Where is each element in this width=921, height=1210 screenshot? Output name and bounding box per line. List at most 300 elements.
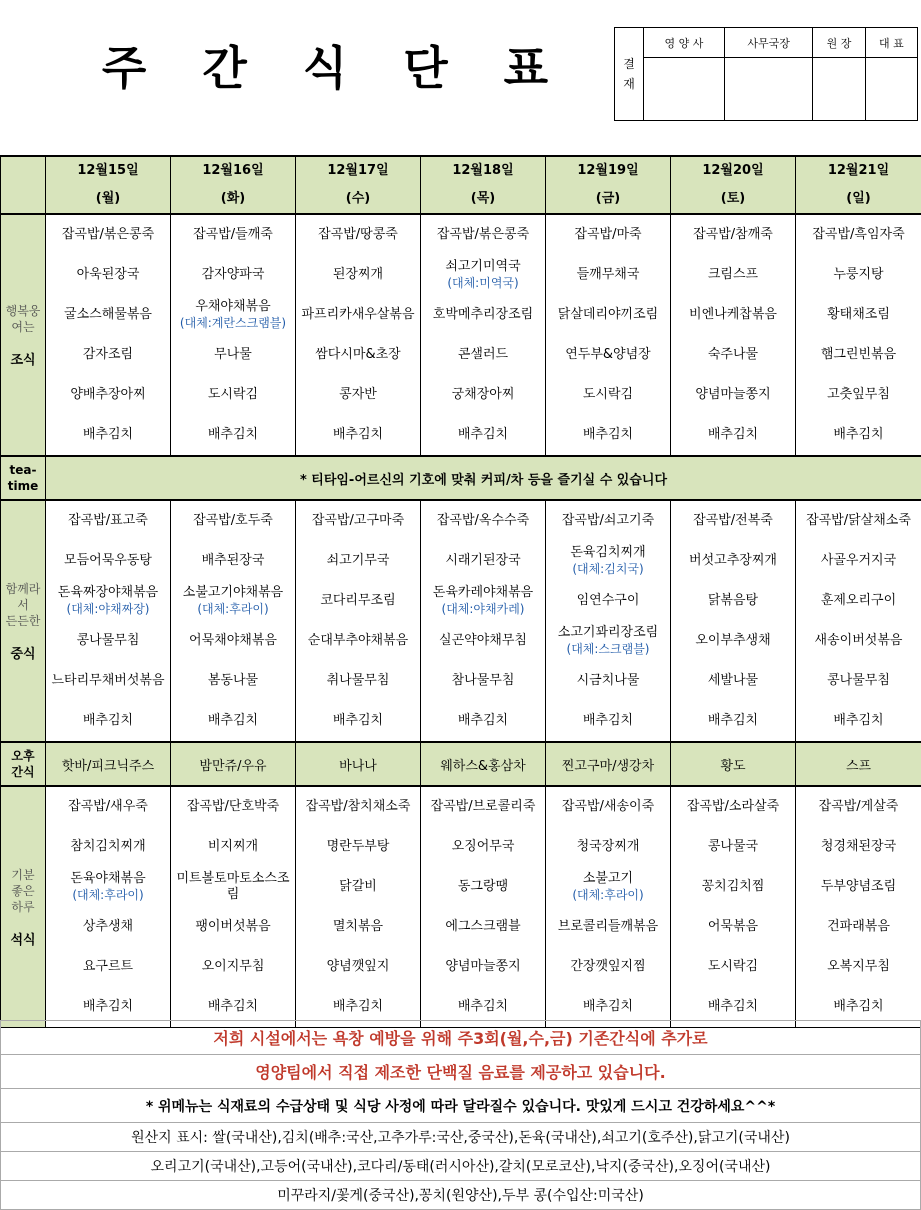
menu-item-name: 크림스프 xyxy=(671,267,795,283)
menu-item xyxy=(296,375,420,415)
menu-item-name: 들깨무채국 xyxy=(546,267,670,283)
menu-item-name: 된장찌개 xyxy=(296,267,420,283)
origin-line-2: 오리고기(국내산),고등어(국내산),코다리/동태(러시아산),갈치(모로코산),낙지(중국산),오징어(국내산) xyxy=(1,1152,921,1181)
menu-item-alternative: (대체:후라이) xyxy=(171,601,295,617)
menu-item xyxy=(546,787,670,827)
menu-item xyxy=(546,255,670,295)
day-of-week: (목) xyxy=(421,185,545,213)
day-date: 12월19일 xyxy=(546,157,670,185)
lunch-sub-3: 든든한 xyxy=(1,613,45,629)
menu-item xyxy=(296,907,420,947)
menu-item xyxy=(546,415,670,455)
day-of-week: (월) xyxy=(46,185,170,213)
menu-item-name: 배추김치 xyxy=(796,999,921,1015)
menu-item xyxy=(171,787,295,827)
menu-item xyxy=(671,621,795,661)
menu-item-name: 동그랑땡 xyxy=(421,879,545,895)
menu-item-name: 잡곡밥/참치채소죽 xyxy=(296,799,420,815)
menu-item-alternative: (대체:후라이) xyxy=(46,887,170,903)
menu-item-name: 배추김치 xyxy=(296,713,420,729)
menu-item xyxy=(671,541,795,581)
menu-item-name: 미트볼토마토소스조림 xyxy=(171,871,295,903)
approval-role: 대 표 xyxy=(865,28,917,58)
footer-notes xyxy=(0,1020,921,1210)
menu-item-name: 사골우거지국 xyxy=(796,553,921,569)
menu-item xyxy=(46,907,170,947)
snack-item: 황도 xyxy=(671,742,796,786)
menu-item xyxy=(546,295,670,335)
menu-item xyxy=(421,295,545,335)
day-header xyxy=(546,156,671,214)
approval-sign-box[interactable] xyxy=(644,58,725,121)
menu-item-name: 배추된장국 xyxy=(171,553,295,569)
menu-item-name: 잡곡밥/소라살죽 xyxy=(671,799,795,815)
snack-label-1: 오후 xyxy=(1,748,45,764)
menu-item-name: 배추김치 xyxy=(421,999,545,1015)
menu-item xyxy=(546,501,670,541)
lunch-title: 중식 xyxy=(1,643,45,662)
breakfast-cell xyxy=(296,214,421,456)
menu-item-name: 잡곡밥/표고죽 xyxy=(46,513,170,529)
menu-item xyxy=(796,867,921,907)
menu-item-name: 콩나물무침 xyxy=(46,633,170,649)
lunch-cell xyxy=(296,500,421,742)
dinner-cell xyxy=(671,786,796,1028)
menu-item-name: 잡곡밥/볶은콩죽 xyxy=(421,227,545,243)
menu-item-name: 숙주나물 xyxy=(671,347,795,363)
day-date: 12월18일 xyxy=(421,157,545,185)
menu-item xyxy=(546,215,670,255)
menu-item-name: 배추김치 xyxy=(546,999,670,1015)
menu-item xyxy=(671,661,795,701)
menu-item xyxy=(296,335,420,375)
menu-item xyxy=(546,661,670,701)
menu-item xyxy=(671,947,795,987)
menu-item-name: 잡곡밥/브로콜리죽 xyxy=(421,799,545,815)
dinner-sub-1: 기분 xyxy=(1,867,45,883)
menu-item xyxy=(421,541,545,581)
menu-item-name: 멸치볶음 xyxy=(296,919,420,935)
dinner-label xyxy=(1,786,46,1028)
day-date: 12월20일 xyxy=(671,157,795,185)
day-of-week: (수) xyxy=(296,185,420,213)
snack-label-2: 간식 xyxy=(1,764,45,780)
breakfast-row xyxy=(1,214,921,456)
menu-item xyxy=(546,827,670,867)
menu-item xyxy=(671,787,795,827)
menu-item-name: 아욱된장국 xyxy=(46,267,170,283)
menu-item xyxy=(46,787,170,827)
menu-item xyxy=(546,581,670,621)
approval-sign-box[interactable] xyxy=(813,58,865,121)
menu-item-name: 돈육야채볶음 xyxy=(46,871,170,887)
breakfast-cell xyxy=(171,214,296,456)
menu-item-name: 취나물무침 xyxy=(296,673,420,689)
dinner-sub-3: 하루 xyxy=(1,899,45,915)
day-header xyxy=(796,156,921,214)
menu-item-name: 도시락김 xyxy=(546,387,670,403)
menu-item-name: 잡곡밥/게살죽 xyxy=(796,799,921,815)
menu-item-name: 양념마늘쫑지 xyxy=(671,387,795,403)
menu-item-name: 감자양파국 xyxy=(171,267,295,283)
menu-item-name: 콘샐러드 xyxy=(421,347,545,363)
day-date: 12월16일 xyxy=(171,157,295,185)
lunch-cell xyxy=(671,500,796,742)
menu-item-name: 비엔나케찹볶음 xyxy=(671,307,795,323)
menu-item xyxy=(46,375,170,415)
menu-item xyxy=(796,907,921,947)
menu-item xyxy=(46,867,170,907)
menu-item-name: 콩나물무침 xyxy=(796,673,921,689)
menu-item-name: 잡곡밥/쇠고기죽 xyxy=(546,513,670,529)
tea-time-label xyxy=(1,456,46,500)
day-header xyxy=(671,156,796,214)
menu-item-name: 쇠고기미역국 xyxy=(421,259,545,275)
menu-item-name: 잡곡밥/단호박죽 xyxy=(171,799,295,815)
menu-item-name: 배추김치 xyxy=(171,427,295,443)
menu-item-name: 순대부추야채볶음 xyxy=(296,633,420,649)
menu-item-name: 에그스크램블 xyxy=(421,919,545,935)
menu-item-name: 배추김치 xyxy=(671,713,795,729)
menu-item-name: 황태채조림 xyxy=(796,307,921,323)
day-date: 12월15일 xyxy=(46,157,170,185)
day-header xyxy=(46,156,171,214)
menu-item xyxy=(171,867,295,907)
menu-item-name: 연두부&양념장 xyxy=(546,347,670,363)
menu-item xyxy=(46,501,170,541)
menu-item xyxy=(421,375,545,415)
menu-item xyxy=(796,581,921,621)
menu-item-name: 코다리무조림 xyxy=(296,593,420,609)
menu-item-name: 새송이버섯볶음 xyxy=(796,633,921,649)
menu-item-name: 도시락김 xyxy=(671,959,795,975)
menu-item xyxy=(796,541,921,581)
dinner-cell xyxy=(46,786,171,1028)
menu-item xyxy=(671,827,795,867)
menu-item xyxy=(796,375,921,415)
menu-item xyxy=(171,661,295,701)
menu-item-name: 누룽지탕 xyxy=(796,267,921,283)
menu-item-name: 잡곡밥/흑임자죽 xyxy=(796,227,921,243)
lunch-sub-2: 서 xyxy=(1,597,45,613)
day-of-week: (일) xyxy=(796,185,921,213)
protein-notice-line-2: 영양팀에서 직접 제조한 단백질 음료를 제공하고 있습니다. xyxy=(1,1055,921,1089)
menu-item-name: 소고기꽈리장조림 xyxy=(546,625,670,641)
menu-item xyxy=(421,867,545,907)
menu-item xyxy=(296,215,420,255)
tea-label-1: tea- xyxy=(1,462,45,478)
menu-item xyxy=(796,701,921,741)
lunch-cell xyxy=(46,500,171,742)
menu-item-name: 콩나물국 xyxy=(671,839,795,855)
menu-item-alternative: (대체:김치국) xyxy=(546,561,670,577)
menu-item-name: 실곤약야채무침 xyxy=(421,633,545,649)
menu-item xyxy=(421,215,545,255)
menu-item-alternative: (대체:야채짜장) xyxy=(46,601,170,617)
menu-item-name: 잡곡밥/들깨죽 xyxy=(171,227,295,243)
menu-item-name: 쌈다시마&초장 xyxy=(296,347,420,363)
menu-item xyxy=(46,335,170,375)
menu-item-name: 우채야채볶음 xyxy=(171,299,295,315)
approval-side-label xyxy=(615,28,644,121)
approval-side-label-1: 결 xyxy=(623,57,635,71)
menu-item-name: 배추김치 xyxy=(296,427,420,443)
breakfast-cell xyxy=(671,214,796,456)
lunch-cell xyxy=(171,500,296,742)
menu-item xyxy=(296,661,420,701)
menu-item-name: 오이지무침 xyxy=(171,959,295,975)
menu-item xyxy=(171,907,295,947)
day-date: 12월17일 xyxy=(296,157,420,185)
menu-item-name: 봄동나물 xyxy=(171,673,295,689)
menu-item-name: 간장깻잎지찜 xyxy=(546,959,670,975)
menu-item-alternative: (대체:야채카레) xyxy=(421,601,545,617)
dinner-cell xyxy=(296,786,421,1028)
menu-item xyxy=(421,255,545,295)
menu-item xyxy=(296,295,420,335)
menu-item xyxy=(796,255,921,295)
menu-item-alternative: (대체:스크램블) xyxy=(546,641,670,657)
approval-role: 원 장 xyxy=(813,28,865,58)
lunch-cell xyxy=(796,500,921,742)
menu-item xyxy=(671,701,795,741)
breakfast-sub-2: 여는 xyxy=(1,319,45,335)
menu-item xyxy=(421,415,545,455)
menu-item xyxy=(46,215,170,255)
menu-item-name: 오복지무침 xyxy=(796,959,921,975)
menu-item xyxy=(421,701,545,741)
menu-item xyxy=(296,581,420,621)
menu-item xyxy=(671,335,795,375)
menu-item-name: 쇠고기무국 xyxy=(296,553,420,569)
menu-item-name: 어묵볶음 xyxy=(671,919,795,935)
menu-item-name: 참나물무침 xyxy=(421,673,545,689)
date-header-row xyxy=(1,156,921,214)
menu-item-name: 참치김치찌개 xyxy=(46,839,170,855)
menu-item-name: 양념깻잎지 xyxy=(296,959,420,975)
day-header xyxy=(421,156,546,214)
menu-item-name: 잡곡밥/닭살채소죽 xyxy=(796,513,921,529)
snack-label xyxy=(1,742,46,786)
menu-item-name: 도시락김 xyxy=(171,387,295,403)
menu-item xyxy=(171,827,295,867)
menu-item-name: 팽이버섯볶음 xyxy=(171,919,295,935)
dinner-cell xyxy=(796,786,921,1028)
breakfast-cell xyxy=(546,214,671,456)
lunch-label xyxy=(1,500,46,742)
menu-item xyxy=(796,295,921,335)
menu-item xyxy=(546,701,670,741)
menu-item-name: 오징어무국 xyxy=(421,839,545,855)
snack-item: 밤만쥬/우유 xyxy=(171,742,296,786)
menu-item-alternative: (대체:계란스크램블) xyxy=(171,315,295,331)
menu-item-name: 양념마늘쫑지 xyxy=(421,959,545,975)
dinner-cell xyxy=(171,786,296,1028)
menu-item-name: 콩자반 xyxy=(296,387,420,403)
menu-item xyxy=(171,335,295,375)
dinner-cell xyxy=(421,786,546,1028)
day-of-week: (금) xyxy=(546,185,670,213)
menu-item xyxy=(171,541,295,581)
menu-item xyxy=(296,867,420,907)
lunch-cell xyxy=(546,500,671,742)
menu-item-name: 배추김치 xyxy=(46,427,170,443)
day-of-week: (화) xyxy=(171,185,295,213)
menu-item-name: 잡곡밥/새송이죽 xyxy=(546,799,670,815)
menu-item xyxy=(671,415,795,455)
day-of-week: (토) xyxy=(671,185,795,213)
menu-item xyxy=(421,501,545,541)
menu-item-name: 소불고기야채볶음 xyxy=(171,585,295,601)
lunch-cell xyxy=(421,500,546,742)
menu-item xyxy=(796,335,921,375)
page-title: 주 간 식 단 표 xyxy=(0,28,670,108)
breakfast-title: 조식 xyxy=(1,349,45,368)
menu-item-name: 배추김치 xyxy=(671,427,795,443)
menu-item-name: 배추김치 xyxy=(796,427,921,443)
menu-item-name: 잡곡밥/볶은콩죽 xyxy=(46,227,170,243)
menu-item-name: 청국장찌개 xyxy=(546,839,670,855)
menu-item-name: 시금치나물 xyxy=(546,673,670,689)
menu-item-name: 배추김치 xyxy=(296,999,420,1015)
menu-item xyxy=(671,375,795,415)
breakfast-cell xyxy=(46,214,171,456)
menu-item xyxy=(46,947,170,987)
menu-item-name: 파프리카새우살볶음 xyxy=(296,307,420,323)
menu-item xyxy=(296,701,420,741)
menu-item xyxy=(546,375,670,415)
menu-item-name: 어묵채야채볶음 xyxy=(171,633,295,649)
menu-item-name: 배추김치 xyxy=(421,713,545,729)
menu-item xyxy=(46,701,170,741)
menu-item xyxy=(296,255,420,295)
menu-item xyxy=(671,907,795,947)
tea-label-2: time xyxy=(1,478,45,494)
day-header xyxy=(171,156,296,214)
menu-item xyxy=(421,907,545,947)
dinner-cell xyxy=(546,786,671,1028)
approval-role: 영 양 사 xyxy=(644,28,725,58)
menu-item xyxy=(671,867,795,907)
menu-item xyxy=(296,947,420,987)
snack-item: 바나나 xyxy=(296,742,421,786)
menu-item xyxy=(171,701,295,741)
menu-item-name: 닭갈비 xyxy=(296,879,420,895)
menu-item-name: 훈제오리구이 xyxy=(796,593,921,609)
menu-item xyxy=(46,415,170,455)
menu-item xyxy=(671,501,795,541)
corner-cell xyxy=(1,156,46,214)
menu-item xyxy=(421,661,545,701)
menu-item-name: 고춧잎무침 xyxy=(796,387,921,403)
menu-item xyxy=(421,581,545,621)
dinner-row xyxy=(1,786,921,1028)
snack-item: 스프 xyxy=(796,742,921,786)
menu-item-name: 명란두부탕 xyxy=(296,839,420,855)
menu-item xyxy=(796,501,921,541)
menu-item xyxy=(796,827,921,867)
menu-item-name: 궁채장아찌 xyxy=(421,387,545,403)
menu-item xyxy=(171,501,295,541)
menu-item xyxy=(296,827,420,867)
menu-item-name: 배추김치 xyxy=(796,713,921,729)
menu-item-name: 배추김치 xyxy=(546,427,670,443)
menu-item xyxy=(546,907,670,947)
menu-item xyxy=(296,621,420,661)
menu-item-name: 배추김치 xyxy=(46,713,170,729)
menu-item xyxy=(46,581,170,621)
menu-item-name: 배추김치 xyxy=(671,999,795,1015)
menu-item xyxy=(421,621,545,661)
breakfast-label xyxy=(1,214,46,456)
menu-item-name: 잡곡밥/전복죽 xyxy=(671,513,795,529)
menu-item-name: 세발나물 xyxy=(671,673,795,689)
menu-item-name: 닭볶음탕 xyxy=(671,593,795,609)
menu-item xyxy=(171,295,295,335)
day-header xyxy=(296,156,421,214)
menu-item xyxy=(546,621,670,661)
approval-box xyxy=(614,27,918,121)
menu-item-name: 잡곡밥/고구마죽 xyxy=(296,513,420,529)
menu-item xyxy=(546,335,670,375)
dinner-sub-2: 좋은 xyxy=(1,883,45,899)
menu-item xyxy=(671,581,795,621)
menu-item xyxy=(171,215,295,255)
menu-item-name: 잡곡밥/호두죽 xyxy=(171,513,295,529)
menu-item-name: 모듬어묵우동탕 xyxy=(46,553,170,569)
menu-item-name: 두부양념조림 xyxy=(796,879,921,895)
menu-item xyxy=(421,335,545,375)
menu-item-name: 비지찌개 xyxy=(171,839,295,855)
breakfast-sub-1: 행복웅 xyxy=(1,303,45,319)
menu-item-alternative: (대체:후라이) xyxy=(546,887,670,903)
approval-sign-box[interactable] xyxy=(865,58,917,121)
breakfast-cell xyxy=(421,214,546,456)
menu-item xyxy=(171,415,295,455)
menu-item-name: 상추생채 xyxy=(46,919,170,935)
menu-item xyxy=(671,255,795,295)
menu-item-name: 돈육짜장야채볶음 xyxy=(46,585,170,601)
menu-item-name: 소불고기 xyxy=(546,871,670,887)
snack-item: 웨하스&홍삼차 xyxy=(421,742,546,786)
origin-line-1: 원산지 표시: 쌀(국내산),김치(배추:국산,고추가루:국산,중국산),돈육(국내산),쇠고기(호주산),닭고기(국내산) xyxy=(1,1123,921,1152)
menu-item xyxy=(46,661,170,701)
protein-notice-line-1: 저희 시설에서는 욕창 예방을 위해 주3회(월,수,금) 기존간식에 추가로 xyxy=(1,1021,921,1055)
menu-item-name: 배추김치 xyxy=(46,999,170,1015)
menu-item-name: 배추김치 xyxy=(171,713,295,729)
menu-item-name: 배추김치 xyxy=(546,713,670,729)
menu-item-name: 감자조림 xyxy=(46,347,170,363)
approval-side-label-2: 재 xyxy=(623,77,635,91)
menu-item-name: 닭살데리야끼조림 xyxy=(546,307,670,323)
menu-item xyxy=(296,541,420,581)
menu-item-name: 양배추장아찌 xyxy=(46,387,170,403)
menu-item-name: 브로콜리들깨볶음 xyxy=(546,919,670,935)
menu-item xyxy=(546,541,670,581)
menu-item-name: 잡곡밥/마죽 xyxy=(546,227,670,243)
menu-item xyxy=(546,867,670,907)
menu-item-name: 잡곡밥/새우죽 xyxy=(46,799,170,815)
breakfast-cell xyxy=(796,214,921,456)
approval-sign-box[interactable] xyxy=(724,58,812,121)
weekly-menu-table xyxy=(0,155,921,1028)
menu-item xyxy=(171,255,295,295)
menu-item xyxy=(171,621,295,661)
snack-row xyxy=(1,742,921,786)
menu-item-alternative: (대체:미역국) xyxy=(421,275,545,291)
menu-item xyxy=(421,827,545,867)
tea-time-text: * 티타임-어르신의 기호에 맞춰 커피/차 등을 즐기실 수 있습니다 xyxy=(46,456,921,500)
